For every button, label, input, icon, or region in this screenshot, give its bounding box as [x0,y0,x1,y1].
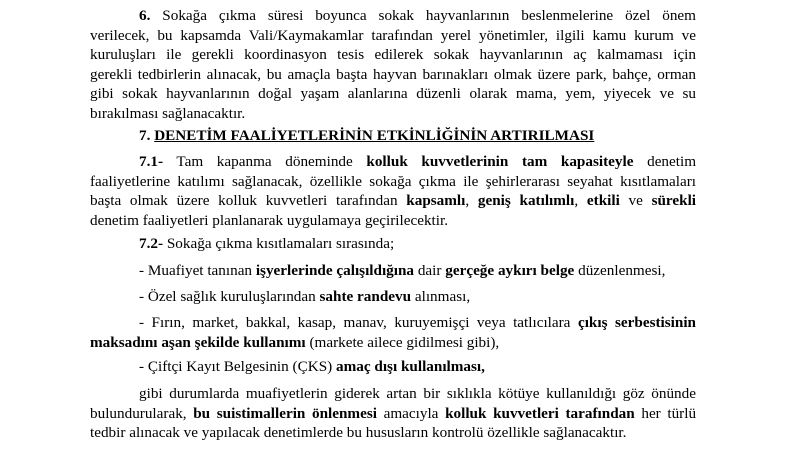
paragraph-6-line-2: verilecek, bu kapsamda Vali/Kaymakamlar tarafından yerel yönetimler, ilgili kamu kurum ve [90,26,696,44]
paragraph-6-line-3: kuruluşları ile gerekli koordinasyon tesis edilerek sokak hayvanlarının aç kalmaması için [90,46,696,64]
list-item: - Muafiyet tanınan işyerlerinde çalışıldığına dair gerçeğe aykırı belge düzenlenmesi, [139,262,666,279]
paragraph-6-number: 6. [139,7,151,24]
paragraph-6-line-1: 6. Sokağa çıkma süresi boyunca sokak hayvanlarının beslenmelerine özel önem [139,7,696,24]
paragraph-7-1-line-2: faaliyetlerine katılımı sağlanacak, özellikle sokağa çıkma ile şehirlerarası seyahat kısıtlamaları [90,172,696,190]
paragraph-7-1-line-1: 7.1- Tam kapanma döneminde kolluk kuvvetlerinin tam kapasiteyle denetim [139,153,697,170]
section-7-title: DENETİM FAALİYETLERİNİN ETKİNLİĞİNİN ARTIRILMASI [154,127,595,144]
paragraph-7-1-line-4: denetim faaliyetleri planlanarak uygulamaya geçirilecektir. [90,211,449,229]
list-item: - Özel sağlık kuruluşlarından sahte randevu alınması, [139,288,471,305]
paragraph-6-line-6: bırakılması sağlanacaktır. [90,104,246,122]
paragraph-7-2-number: 7.2- [139,235,164,252]
paragraph-7-1-number: 7.1- [139,153,164,170]
paragraph-6-line-4: gerekli tedbirlerin alınacak, bu amaçla başta hayvan barınakları olmak üzere park, bahçe, orman [90,65,696,83]
section-7-number: 7. [139,127,151,144]
paragraph-6 [90,6,696,124]
closing-line-3: tedbir alınacak ve yapılacak denetimlerde bu hususların kontrolü özellikle sağlanacaktır. [90,424,627,442]
list-item: - Çiftçi Kayıt Belgesinin (ÇKS) amaç dışı kullanılması, [139,358,485,375]
paragraph-7-1 [90,152,696,230]
paragraph-7-1-line-3: başta olmak üzere kolluk kuvvetleri tarafından kapsamlı, geniş katılımlı, etkili ve sürekli [90,192,697,210]
closing-paragraph [90,384,696,443]
section-7-heading [139,126,594,146]
paragraph-6-line-5: gibi sokak hayvanlarının doğal yaşam alanlarına düzenli olarak mama, yem, yiyecek ve su [90,85,696,103]
paragraph-7-2: 7.2- Sokağa çıkma kısıtlamaları sırasında; [139,235,395,252]
list-item: - Fırın, market, bakkal, kasap, manav, kuruyemişçi veya tatlıcılara çıkış serbestisinin maksadını aşan şekilde kullanımı (markete ailece gidilmesi gibi), [90,314,697,351]
closing-line-1: gibi durumlarda muafiyetlerin giderek artan bir sıklıkla kötüye kullanıldığı göz önünde [139,385,696,402]
closing-line-2: bulundurularak, bu suistimallerin önlenmesi amacıyla kolluk kuvvetleri tarafından her türlü [90,404,697,422]
